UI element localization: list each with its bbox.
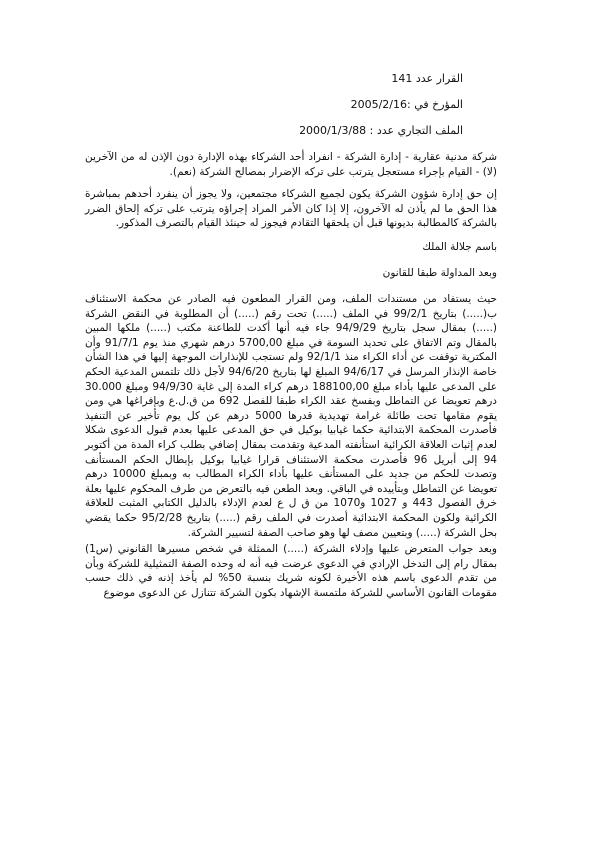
summary-principle [85, 187, 497, 231]
facts-paragraph-text: حيث يستفاد من مستندات الملف، ومن القرار المطعون فيه الصادر عن محكمة الاستئناف ب(.....) بتاريخ 99/2/1 في الملف (.....) تحت رقم (.....) أن المطلوبة في النقض الشركة (.....) بمقال سجل بتاريخ 94/9/29 جاء فيه أنها أكدت للطاعنة مكتب (.....) ملكها المبين بالمقال وتم الاتفاق على تحديد السومة في مبلغ 5700,00 درهم شهري منذ يوم 91/7/1 وأن المكترية توقفت عن أداء الكراء منذ 92/1/1 ولم تستجب للإنذارات الموجهة إليها في هذا الشأن خاصة الإنذار المرسل في 94/6/17 المبلغ لها بتاريخ 94/6/20 لأجل ذلك تلتمس المدعية الحكم على المدعى عليها بأداء مبلغ 188100,00 درهم كراء المدة إلى غاية 94/9/30 ومبلغ 30.000 درهم تعويضا عن التماطل وبفسخ عقد الكراء طبقا للفصل 692 من ق.ل.ع وبإفراغها هي ومن يقوم مقامها تحت طائلة غرامة تهديدية قدرها 5000 درهم عن كل يوم تأخير عن التنفيذ فأصدرت المحكمة الابتدائية حكما غيابيا بوكيل في حق المدعى عليها بعدم قبول الدعوى شكلا لعدم إثبات العلاقة الكرائية استأنفته المدعية وتقدمت بمقال إضافي بطلب كراء المدة من أكتوبر 94 إلى أبريل 96 فأصدرت محكمة الاستئناف قرارا غيابيا بوكيل بإبطال الحكم المستأنف وتصدت للحكم من جديد على المستأنف عليها بأداء الكراء المطالب به وبمبلغ 10000 درهم تعويضا عن التماطل وبتأييده في الباقي. وبعد الطعن فيه بالتعرض من طرف المحكوم عليها بعلة خرق الفصول 443 و 1027 و1070 من ق ل ع لعدم الإدلاء بالدليل الكتابي المثبت للعلاقة الكرائية ولكون المحكمة الابتدائية أصدرت في الملف رقم (.....) بتاريخ 95/2/28 حكما يقضي بحل الشركة (.....) وبتعيين مصف لها وهو صاحب الصفة لتسيير الشركة. [85, 293, 498, 539]
facts-paragraph [85, 292, 497, 540]
decision-number: القرار عدد 141 [391, 72, 463, 85]
deliberation-line: وبعد المداولة طبقا للقانون [382, 267, 497, 279]
summary-keywords-text: شركة مدنية عقارية - إدارة الشركة - انفراد أحد الشركاء بهذه الإدارة دون الإذن له من الآخرين (لا) - القيام بإجراء مستعجل يترتب على تركه الإضرار بمصالح الشركة (نعم). [85, 151, 497, 178]
summary-principle-text: إن حق إدارة شؤون الشركة يكون لجميع الشركاء مجتمعين، ولا يجوز أن ينفرد أحدهم بمباشرة هذا الحق ما لم يأذن له الآخرون، إلا إذا كان الأمر المراد إجراؤه يترتب على تركه إلحاق الضرر بالشركة كالمطالبة بديونها قبل أن يلحقها التقادم فيجوز له حينئذ القيام بالتصرف المذكور. [85, 188, 497, 230]
intervention-paragraph-text: وبعد جواب المتعرض عليها وإدلاء الشركة (.....) الممثلة في شخص مسيرها القانوني (س1) بمقال رام إلى التدخل الإرادي في الدعوى عرضت فيه أنه له وحده الصفة التمثيلية للشركة وبأن من تقدم الدعوى باسم هذه الأخيرة لكونه شريك بنسبة 50% لم يأخذ إذنه في ذلك حسب مقومات القانون الأساسي للشركة ملتمسة الإشهاد بكون الشركة تتنازل عن الدعوى موضوع [85, 543, 497, 599]
royal-invocation: باسم جلالة الملك [422, 241, 497, 253]
intervention-paragraph [85, 542, 497, 600]
commercial-file-number: الملف التجاري عدد : 2000/1/3/88 [299, 124, 463, 137]
decision-date: المؤرخ في :2005/2/16 [350, 98, 463, 111]
summary-keywords [85, 150, 497, 179]
